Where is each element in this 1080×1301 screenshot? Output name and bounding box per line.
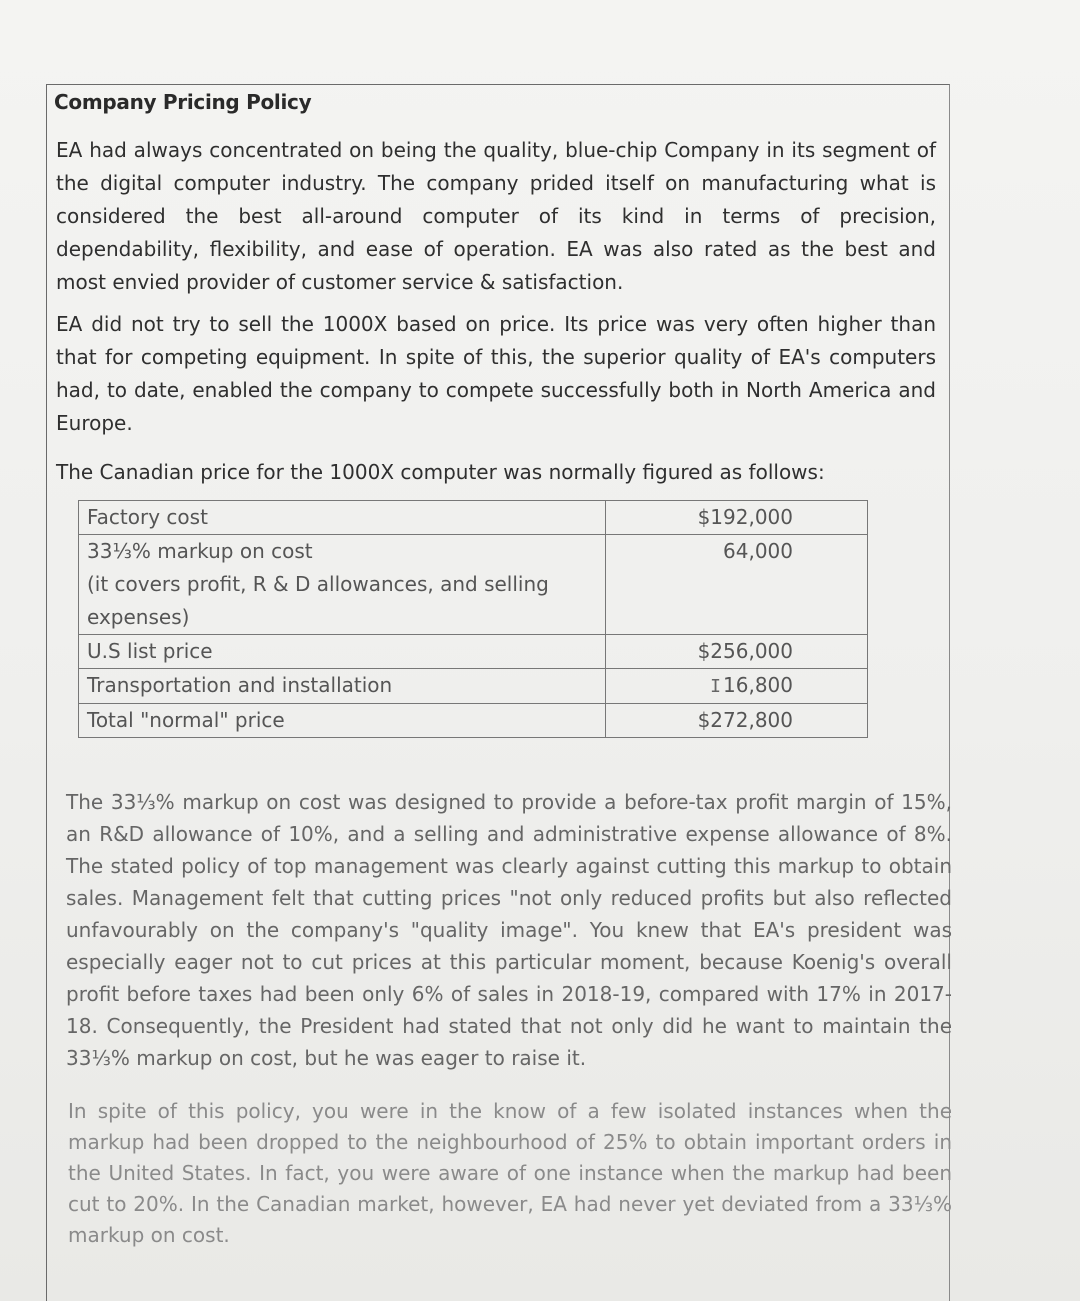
table-row bbox=[79, 501, 868, 535]
paragraph-pricing-strategy: EA did not try to sell the 1000X based on price. Its price was very often higher than that for competing equipment. In spite of this, the superior quality of EA's computers had, to date, enabled the company to compete successfully both in North America and Europe. bbox=[56, 312, 936, 435]
row-value-us-list-price: $256,000 bbox=[605, 635, 867, 669]
markup-note: (it covers profit, R & D allowances, and selling expenses) bbox=[87, 572, 549, 629]
markup-label: 33⅓% markup on cost bbox=[87, 539, 313, 563]
table-row bbox=[79, 535, 868, 635]
transportation-amount: 16,800 bbox=[723, 673, 793, 697]
paragraph-markup-policy: The 33⅓% markup on cost was designed to provide a before-tax profit margin of 15%, an R&D allowance of 10%, and a selling and administrative expense allowance of 8%. The stated policy of top management was clearly against cutting this markup to obtain sales. Management felt that cutting prices "not only reduced profits but also reflected unfavourably on the company's "quality image". You knew that EA's president was especially eager not to cut prices at this particular moment, because Koenig's overall profit before taxes had been only 6% of sales in 2018-19, compared with 17% in 2017-18. Consequently, the President had stated that not only did he want to maintain the 33⅓% markup on cost, but he was eager to raise it. bbox=[66, 790, 952, 1070]
row-label-factory-cost: Factory cost bbox=[79, 501, 606, 535]
row-value-total-normal-price: $272,800 bbox=[605, 704, 867, 738]
row-value-markup: 64,000 bbox=[605, 535, 867, 635]
row-label-total-normal-price: Total "normal" price bbox=[79, 704, 606, 738]
text-cursor-icon: I bbox=[710, 676, 722, 697]
row-value-transportation bbox=[605, 669, 867, 704]
table-row bbox=[79, 635, 868, 669]
paragraph-price-intro: The Canadian price for the 1000X computer was normally figured as follows: bbox=[56, 460, 825, 484]
paragraph-markup-exceptions: In spite of this policy, you were in the know of a few isolated instances when the markup had been dropped to the neighbourhood of 25% to obtain important orders in the United States. In fact, you were aware of one instance when the markup had been cut to 20%. In the Canadian market, however, EA had never yet deviated from a 33⅓% markup on cost. bbox=[68, 1099, 952, 1247]
section-heading: Company Pricing Policy bbox=[54, 90, 312, 114]
price-table bbox=[78, 500, 868, 738]
row-label-transportation: Transportation and installation bbox=[79, 669, 606, 704]
row-label-us-list-price: U.S list price bbox=[79, 635, 606, 669]
row-label-markup bbox=[79, 535, 606, 635]
row-value-factory-cost: $192,000 bbox=[605, 501, 867, 535]
table-row bbox=[79, 669, 868, 704]
table-row bbox=[79, 704, 868, 738]
paragraph-company-quality: EA had always concentrated on being the quality, blue-chip Company in its segment of the digital computer industry. The company prided itself on manufacturing what is considered the best all-around computer of its kind in terms of precision, dependability, flexibility, and ease of operation. EA was also rated as the best and most envied provider of customer service & satisfaction. bbox=[56, 138, 936, 294]
